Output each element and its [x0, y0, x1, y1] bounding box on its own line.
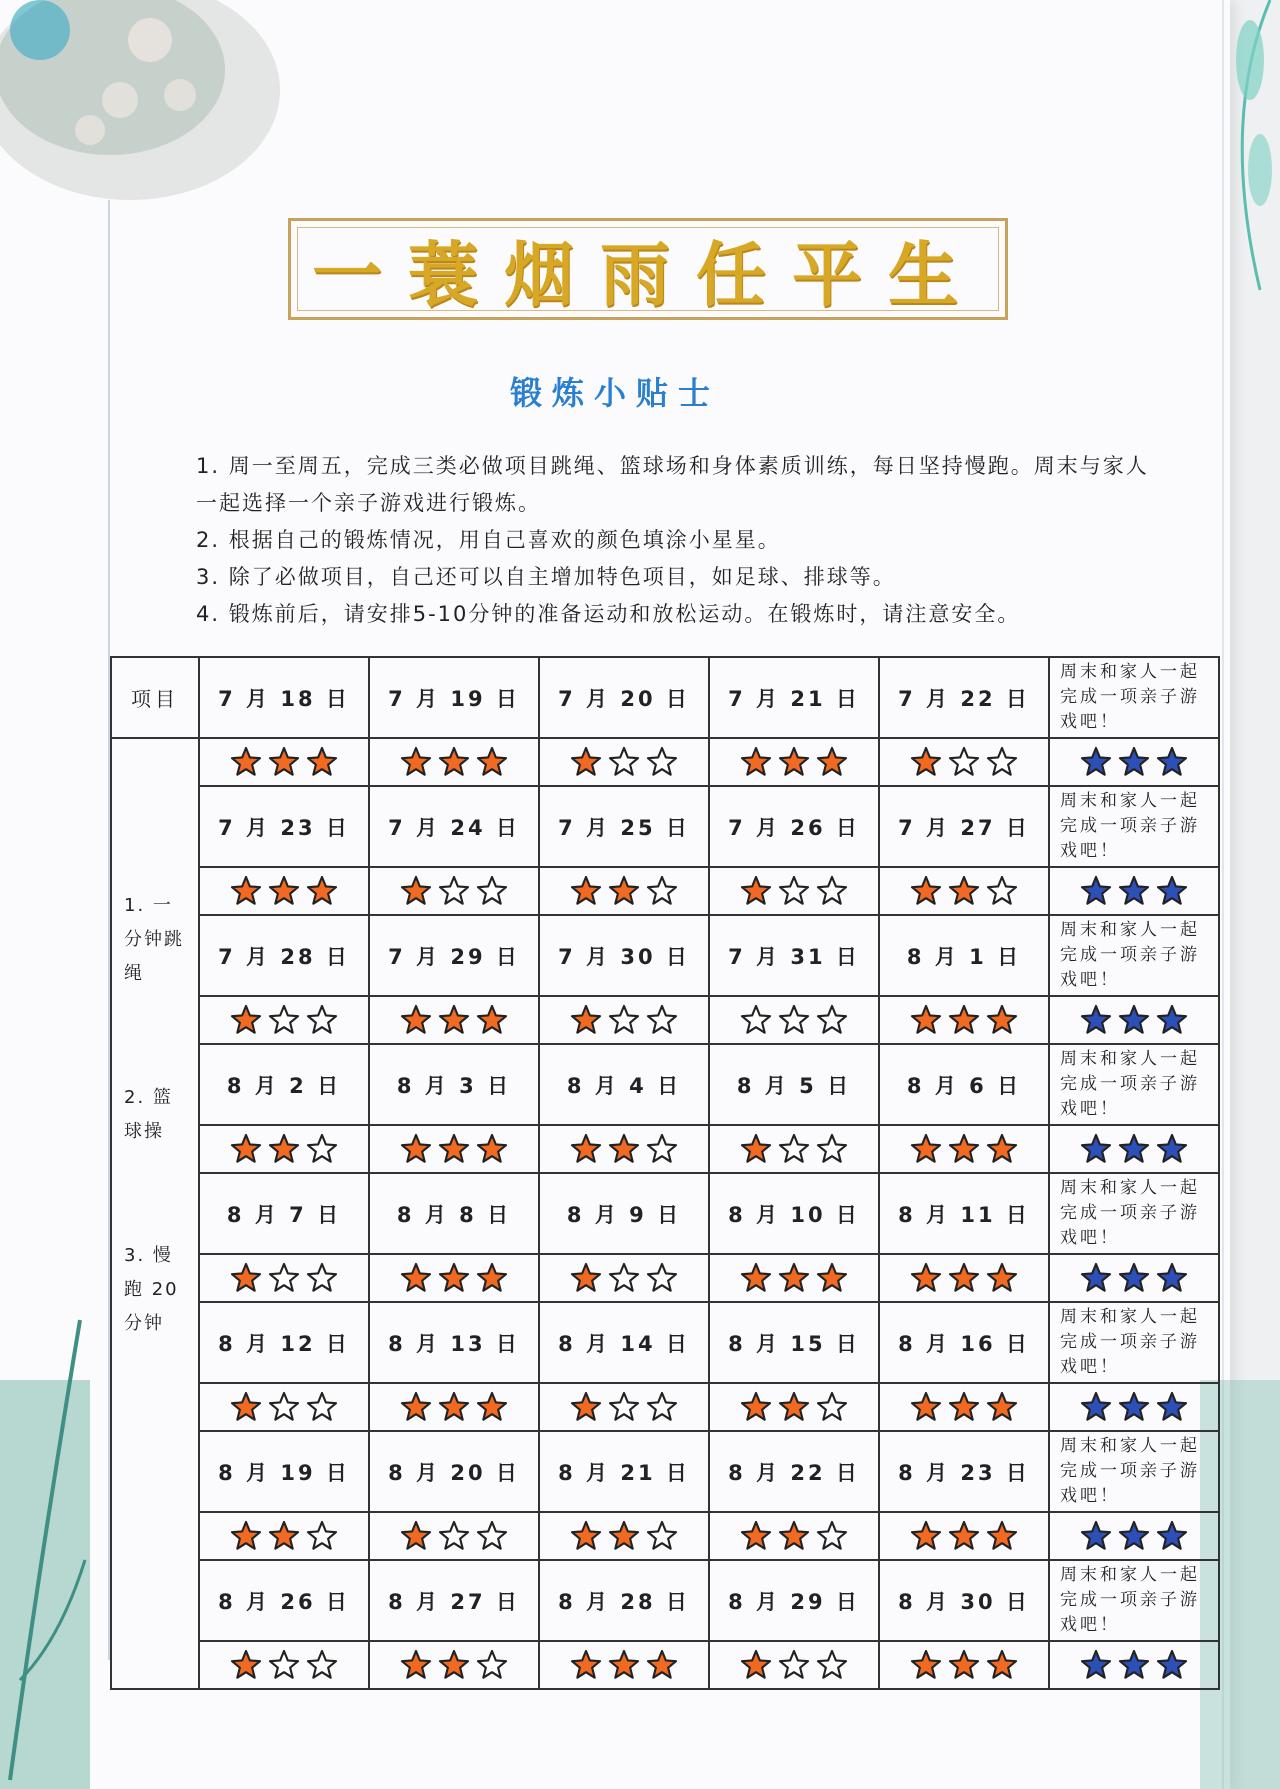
weekend-star-rating — [1049, 1125, 1219, 1173]
star-icon[interactable] — [476, 1649, 508, 1681]
weekend-star-rating — [1049, 996, 1219, 1044]
star-icon[interactable] — [438, 875, 470, 907]
star-icon[interactable] — [1080, 1262, 1112, 1294]
star-rating — [539, 1512, 709, 1560]
star-icon[interactable] — [816, 1649, 848, 1681]
star-icon[interactable] — [400, 1520, 432, 1552]
star-rating — [369, 1383, 539, 1431]
date-cell: 8 月 22 日 — [709, 1431, 879, 1512]
star-icon[interactable] — [646, 1004, 678, 1036]
star-icon[interactable] — [438, 1004, 470, 1036]
star-rating — [879, 738, 1049, 786]
star-icon[interactable] — [608, 875, 640, 907]
date-cell: 7 月 19 日 — [369, 657, 539, 738]
star-icon[interactable] — [948, 875, 980, 907]
star-icon[interactable] — [306, 1649, 338, 1681]
star-icon[interactable] — [608, 746, 640, 778]
star-icon[interactable] — [476, 1391, 508, 1423]
star-icon[interactable] — [1080, 1520, 1112, 1552]
date-cell: 7 月 24 日 — [369, 786, 539, 867]
star-icon[interactable] — [1118, 875, 1150, 907]
subtitle: 锻炼小贴士 — [509, 374, 720, 412]
star-icon[interactable] — [740, 1391, 772, 1423]
star-icon[interactable] — [608, 1004, 640, 1036]
star-rating — [369, 1254, 539, 1302]
date-row — [111, 1431, 1219, 1512]
star-icon[interactable] — [306, 1520, 338, 1552]
star-icon[interactable] — [476, 1133, 508, 1165]
star-icon[interactable] — [910, 1004, 942, 1036]
star-icon[interactable] — [268, 1133, 300, 1165]
date-cell: 8 月 19 日 — [199, 1431, 369, 1512]
date-cell: 7 月 25 日 — [539, 786, 709, 867]
star-icon[interactable] — [1156, 1520, 1188, 1552]
star-icon[interactable] — [570, 1520, 602, 1552]
star-icon[interactable] — [910, 875, 942, 907]
star-rating — [879, 1641, 1049, 1689]
star-icon[interactable] — [268, 1004, 300, 1036]
star-icon[interactable] — [476, 1262, 508, 1294]
star-icon[interactable] — [778, 1391, 810, 1423]
star-rating — [879, 867, 1049, 915]
star-icon[interactable] — [1080, 1133, 1112, 1165]
star-icon[interactable] — [646, 1649, 678, 1681]
star-rating — [879, 1383, 1049, 1431]
page-title: 一蓑烟雨任平生 — [312, 232, 984, 316]
plant-decoration-left — [0, 1260, 90, 1789]
star-rating — [199, 1125, 369, 1173]
star-row — [111, 1512, 1219, 1560]
tip-item: 2. 根据自己的锻炼情况，用自己喜欢的颜色填涂小星星。 — [196, 528, 781, 552]
star-icon[interactable] — [438, 1391, 470, 1423]
star-row — [111, 996, 1219, 1044]
date-cell: 8 月 11 日 — [879, 1173, 1049, 1254]
date-cell: 8 月 5 日 — [709, 1044, 879, 1125]
star-rating — [539, 996, 709, 1044]
star-icon[interactable] — [816, 1391, 848, 1423]
date-row — [111, 1560, 1219, 1641]
star-rating — [539, 1641, 709, 1689]
star-icon[interactable] — [268, 1649, 300, 1681]
date-cell: 8 月 1 日 — [879, 915, 1049, 996]
star-icon[interactable] — [986, 1004, 1018, 1036]
star-icon[interactable] — [1118, 1004, 1150, 1036]
weekend-star-rating — [1049, 1254, 1219, 1302]
star-icon[interactable] — [268, 1262, 300, 1294]
weekend-star-rating — [1049, 1641, 1219, 1689]
star-icon[interactable] — [570, 746, 602, 778]
star-icon[interactable] — [306, 875, 338, 907]
date-cell: 8 月 9 日 — [539, 1173, 709, 1254]
date-cell: 8 月 13 日 — [369, 1302, 539, 1383]
date-cell: 8 月 14 日 — [539, 1302, 709, 1383]
weekend-note: 周末和家人一起完成一项亲子游戏吧！ — [1049, 1560, 1219, 1641]
star-rating — [199, 1254, 369, 1302]
star-icon[interactable] — [400, 1133, 432, 1165]
star-icon[interactable] — [570, 1391, 602, 1423]
star-icon[interactable] — [438, 746, 470, 778]
star-icon[interactable] — [1080, 1649, 1112, 1681]
date-cell: 8 月 28 日 — [539, 1560, 709, 1641]
star-icon[interactable] — [400, 1391, 432, 1423]
star-icon[interactable] — [570, 1649, 602, 1681]
star-icon[interactable] — [778, 746, 810, 778]
star-icon[interactable] — [268, 1391, 300, 1423]
date-cell: 8 月 8 日 — [369, 1173, 539, 1254]
star-icon[interactable] — [986, 1262, 1018, 1294]
weekend-star-rating — [1049, 1512, 1219, 1560]
date-cell: 8 月 23 日 — [879, 1431, 1049, 1512]
star-icon[interactable] — [740, 1262, 772, 1294]
star-icon[interactable] — [268, 1520, 300, 1552]
star-icon[interactable] — [400, 1262, 432, 1294]
star-icon[interactable] — [230, 1004, 262, 1036]
star-icon[interactable] — [570, 1004, 602, 1036]
star-rating — [709, 1641, 879, 1689]
star-icon[interactable] — [230, 1391, 262, 1423]
date-cell: 8 月 26 日 — [199, 1560, 369, 1641]
star-icon[interactable] — [306, 746, 338, 778]
star-rating — [369, 1125, 539, 1173]
star-icon[interactable] — [816, 1520, 848, 1552]
star-icon[interactable] — [646, 1520, 678, 1552]
title-frame — [288, 218, 1008, 320]
date-row — [111, 1044, 1219, 1125]
weekend-note: 周末和家人一起完成一项亲子游戏吧！ — [1049, 657, 1219, 738]
date-cell: 8 月 15 日 — [709, 1302, 879, 1383]
star-icon[interactable] — [476, 1520, 508, 1552]
star-icon[interactable] — [1118, 1133, 1150, 1165]
star-icon[interactable] — [306, 1133, 338, 1165]
star-rating — [369, 1641, 539, 1689]
star-icon[interactable] — [608, 1262, 640, 1294]
star-icon[interactable] — [778, 1649, 810, 1681]
star-icon[interactable] — [646, 746, 678, 778]
star-icon[interactable] — [816, 1133, 848, 1165]
star-icon[interactable] — [910, 1133, 942, 1165]
star-icon[interactable] — [570, 1133, 602, 1165]
star-icon[interactable] — [476, 875, 508, 907]
exercise-table — [110, 656, 1220, 1690]
star-icon[interactable] — [646, 875, 678, 907]
star-icon[interactable] — [740, 1649, 772, 1681]
star-icon[interactable] — [778, 1133, 810, 1165]
star-icon[interactable] — [570, 1262, 602, 1294]
star-icon[interactable] — [986, 1133, 1018, 1165]
date-cell: 7 月 28 日 — [199, 915, 369, 996]
star-rating — [199, 1512, 369, 1560]
star-rating — [199, 996, 369, 1044]
date-cell: 8 月 21 日 — [539, 1431, 709, 1512]
weekend-note: 周末和家人一起完成一项亲子游戏吧！ — [1049, 1431, 1219, 1512]
star-icon[interactable] — [778, 875, 810, 907]
date-cell: 7 月 31 日 — [709, 915, 879, 996]
date-cell: 8 月 12 日 — [199, 1302, 369, 1383]
date-cell: 8 月 27 日 — [369, 1560, 539, 1641]
star-icon[interactable] — [400, 1649, 432, 1681]
star-icon[interactable] — [986, 746, 1018, 778]
star-rating — [199, 867, 369, 915]
weekend-note: 周末和家人一起完成一项亲子游戏吧！ — [1049, 786, 1219, 867]
date-cell: 7 月 18 日 — [199, 657, 369, 738]
star-icon[interactable] — [230, 1520, 262, 1552]
star-rating — [199, 738, 369, 786]
weekend-note: 周末和家人一起完成一项亲子游戏吧！ — [1049, 1173, 1219, 1254]
star-rating — [709, 1383, 879, 1431]
star-rating — [369, 738, 539, 786]
star-icon[interactable] — [1118, 1391, 1150, 1423]
date-cell: 8 月 2 日 — [199, 1044, 369, 1125]
star-icon[interactable] — [1118, 1649, 1150, 1681]
star-icon[interactable] — [816, 1262, 848, 1294]
date-row — [111, 1302, 1219, 1383]
star-icon[interactable] — [306, 1004, 338, 1036]
star-icon[interactable] — [816, 746, 848, 778]
project-column — [111, 738, 199, 1689]
star-rating — [879, 1512, 1049, 1560]
star-icon[interactable] — [986, 1391, 1018, 1423]
star-icon[interactable] — [740, 1133, 772, 1165]
date-cell: 8 月 7 日 — [199, 1173, 369, 1254]
star-icon[interactable] — [438, 1649, 470, 1681]
header-project-label: 项目 — [111, 657, 199, 738]
star-icon[interactable] — [986, 1649, 1018, 1681]
project-label: 3. 慢跑 20 分钟 — [124, 1245, 179, 1334]
star-icon[interactable] — [740, 1004, 772, 1036]
weekend-star-rating — [1049, 867, 1219, 915]
star-row — [111, 738, 1219, 786]
star-icon[interactable] — [438, 1520, 470, 1552]
star-icon[interactable] — [910, 1262, 942, 1294]
star-icon[interactable] — [268, 746, 300, 778]
star-icon[interactable] — [948, 1649, 980, 1681]
project-label: 1. 一分钟跳绳 — [124, 895, 184, 984]
star-icon[interactable] — [608, 1391, 640, 1423]
star-rating — [539, 1383, 709, 1431]
table-row — [111, 657, 1219, 738]
star-icon[interactable] — [816, 875, 848, 907]
date-cell: 8 月 30 日 — [879, 1560, 1049, 1641]
star-icon[interactable] — [230, 1649, 262, 1681]
star-icon[interactable] — [646, 1133, 678, 1165]
star-rating — [709, 738, 879, 786]
star-icon[interactable] — [1156, 1262, 1188, 1294]
star-icon[interactable] — [476, 1004, 508, 1036]
star-row — [111, 1254, 1219, 1302]
star-icon[interactable] — [910, 1649, 942, 1681]
star-icon[interactable] — [1080, 875, 1112, 907]
date-cell: 8 月 6 日 — [879, 1044, 1049, 1125]
star-icon[interactable] — [400, 875, 432, 907]
tip-item: 3. 除了必做项目，自己还可以自主增加特色项目，如足球、排球等。 — [196, 565, 896, 589]
star-icon[interactable] — [986, 1520, 1018, 1552]
date-cell: 7 月 27 日 — [879, 786, 1049, 867]
star-icon[interactable] — [1156, 1649, 1188, 1681]
star-icon[interactable] — [910, 1520, 942, 1552]
weekend-note: 周末和家人一起完成一项亲子游戏吧！ — [1049, 915, 1219, 996]
star-icon[interactable] — [740, 1520, 772, 1552]
star-icon[interactable] — [1156, 746, 1188, 778]
date-cell: 8 月 20 日 — [369, 1431, 539, 1512]
date-cell: 7 月 29 日 — [369, 915, 539, 996]
star-icon[interactable] — [1156, 1391, 1188, 1423]
star-icon[interactable] — [230, 875, 262, 907]
date-row — [111, 915, 1219, 996]
star-icon[interactable] — [1080, 1004, 1112, 1036]
star-icon[interactable] — [1118, 1520, 1150, 1552]
date-row — [111, 786, 1219, 867]
star-icon[interactable] — [778, 1520, 810, 1552]
star-icon[interactable] — [778, 1004, 810, 1036]
star-rating — [199, 1383, 369, 1431]
star-icon[interactable] — [646, 1262, 678, 1294]
tip-item: 1. 周一至周五，完成三类必做项目跳绳、篮球场和身体素质训练，每日坚持慢跑。周末与家人一起选择一个亲子游戏进行锻炼。 — [196, 454, 1149, 515]
date-cell: 7 月 21 日 — [709, 657, 879, 738]
star-rating — [539, 1125, 709, 1173]
star-icon[interactable] — [608, 1520, 640, 1552]
weekend-star-rating — [1049, 1383, 1219, 1431]
leaf-decoration-right — [1160, 0, 1280, 300]
star-icon[interactable] — [1080, 1391, 1112, 1423]
star-icon[interactable] — [986, 875, 1018, 907]
star-icon[interactable] — [948, 1520, 980, 1552]
star-rating — [369, 867, 539, 915]
star-icon[interactable] — [816, 1004, 848, 1036]
tips-list — [196, 448, 1156, 633]
date-cell: 7 月 26 日 — [709, 786, 879, 867]
glass-toy-decoration — [0, 0, 300, 210]
star-row — [111, 1641, 1219, 1689]
star-rating — [539, 1254, 709, 1302]
star-icon[interactable] — [740, 746, 772, 778]
star-icon[interactable] — [476, 746, 508, 778]
star-rating — [709, 867, 879, 915]
star-rating — [879, 996, 1049, 1044]
date-cell: 7 月 23 日 — [199, 786, 369, 867]
star-icon[interactable] — [1118, 1262, 1150, 1294]
star-icon[interactable] — [400, 746, 432, 778]
star-icon[interactable] — [778, 1262, 810, 1294]
star-icon[interactable] — [1156, 1133, 1188, 1165]
star-rating — [539, 738, 709, 786]
star-rating — [879, 1254, 1049, 1302]
star-icon[interactable] — [438, 1262, 470, 1294]
star-icon[interactable] — [608, 1133, 640, 1165]
star-icon[interactable] — [268, 875, 300, 907]
weekend-note: 周末和家人一起完成一项亲子游戏吧！ — [1049, 1044, 1219, 1125]
star-rating — [199, 1641, 369, 1689]
star-row — [111, 867, 1219, 915]
date-cell: 8 月 3 日 — [369, 1044, 539, 1125]
star-rating — [369, 1512, 539, 1560]
tip-item: 4. 锻炼前后，请安排5-10分钟的准备运动和放松运动。在锻炼时，请注意安全。 — [196, 602, 1021, 626]
star-icon[interactable] — [948, 746, 980, 778]
star-icon[interactable] — [910, 1391, 942, 1423]
date-cell: 8 月 4 日 — [539, 1044, 709, 1125]
star-icon[interactable] — [1156, 875, 1188, 907]
star-icon[interactable] — [306, 1391, 338, 1423]
star-rating — [709, 1512, 879, 1560]
star-icon[interactable] — [948, 1391, 980, 1423]
star-icon[interactable] — [948, 1004, 980, 1036]
star-rating — [709, 996, 879, 1044]
star-icon[interactable] — [740, 875, 772, 907]
star-icon[interactable] — [400, 1004, 432, 1036]
star-icon[interactable] — [570, 875, 602, 907]
star-icon[interactable] — [948, 1133, 980, 1165]
star-icon[interactable] — [646, 1391, 678, 1423]
star-icon[interactable] — [1080, 746, 1112, 778]
date-cell: 7 月 20 日 — [539, 657, 709, 738]
star-icon[interactable] — [438, 1133, 470, 1165]
star-rating — [369, 996, 539, 1044]
star-row — [111, 1125, 1219, 1173]
date-cell: 8 月 16 日 — [879, 1302, 1049, 1383]
date-cell: 7 月 22 日 — [879, 657, 1049, 738]
star-rating — [709, 1125, 879, 1173]
star-rating — [879, 1125, 1049, 1173]
star-icon[interactable] — [608, 1649, 640, 1681]
star-icon[interactable] — [306, 1262, 338, 1294]
star-rating — [539, 867, 709, 915]
star-icon[interactable] — [948, 1262, 980, 1294]
star-icon[interactable] — [230, 1133, 262, 1165]
star-icon[interactable] — [230, 1262, 262, 1294]
star-icon[interactable] — [910, 746, 942, 778]
date-cell: 7 月 30 日 — [539, 915, 709, 996]
star-icon[interactable] — [230, 746, 262, 778]
weekend-note: 周末和家人一起完成一项亲子游戏吧！ — [1049, 1302, 1219, 1383]
date-cell: 8 月 29 日 — [709, 1560, 879, 1641]
date-cell: 8 月 10 日 — [709, 1173, 879, 1254]
project-label: 2. 篮球操 — [124, 1087, 173, 1142]
star-row — [111, 1383, 1219, 1431]
star-icon[interactable] — [1118, 746, 1150, 778]
star-icon[interactable] — [1156, 1004, 1188, 1036]
star-rating — [709, 1254, 879, 1302]
date-row — [111, 1173, 1219, 1254]
weekend-star-rating — [1049, 738, 1219, 786]
